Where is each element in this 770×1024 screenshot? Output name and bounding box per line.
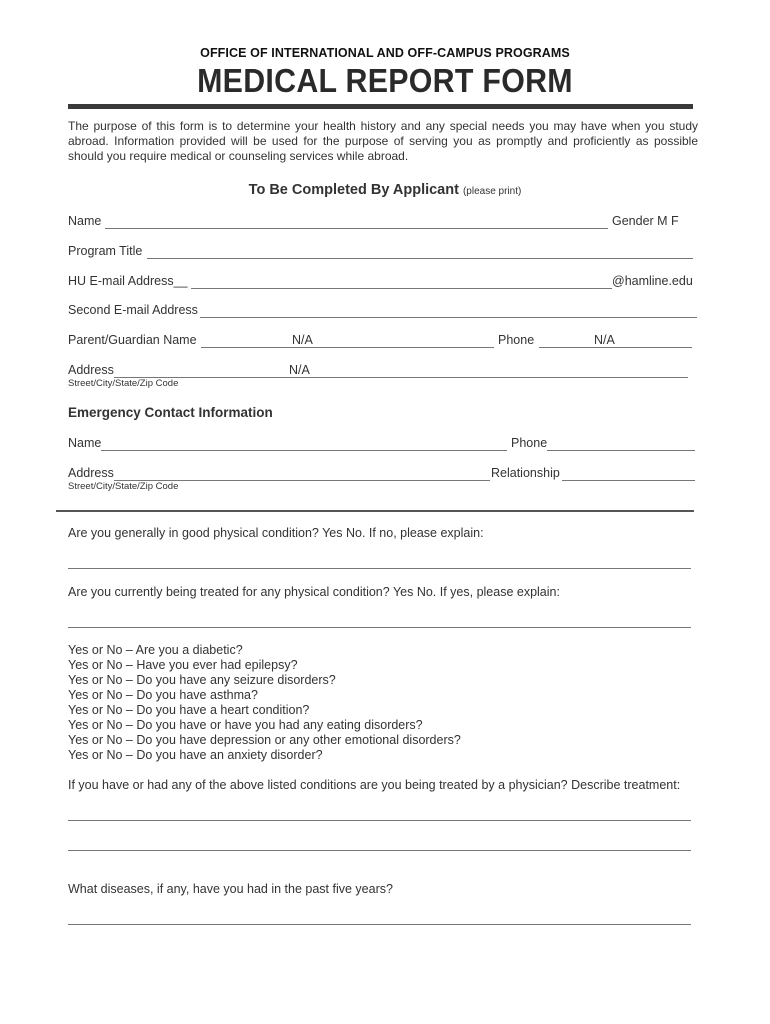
applicant-section-heading xyxy=(0,182,770,198)
office-heading: OFFICE OF INTERNATIONAL AND OFF-CAMPUS PROGRAMS xyxy=(200,46,570,60)
address-label: Address xyxy=(68,363,114,377)
emergency-address-sublabel: Street/City/State/Zip Code xyxy=(68,481,179,492)
treatment-description-field-1[interactable] xyxy=(68,820,691,821)
form-title: MEDICAL REPORT FORM xyxy=(197,62,573,99)
applicant-heading-text: To Be Completed By Applicant xyxy=(248,182,459,198)
condition-item: Yes or No – Do you have or have you had any eating disorders? xyxy=(68,718,423,732)
emergency-contact-heading: Emergency Contact Information xyxy=(68,405,273,420)
address-value: N/A xyxy=(289,363,310,377)
condition-item: Yes or No – Do you have a heart condition? xyxy=(68,703,310,717)
parent-phone-field[interactable] xyxy=(539,347,692,348)
condition-item: Yes or No – Do you have any seizure disorders? xyxy=(68,673,336,687)
emergency-phone-label: Phone xyxy=(511,436,548,450)
second-email-label: Second E-mail Address xyxy=(68,303,198,317)
condition-item: Yes or No – Do you have asthma? xyxy=(68,688,258,702)
question-physician-treatment: If you have or had any of the above listed conditions are you being treated by a physician? Describe treatment: xyxy=(68,778,681,792)
gender-label[interactable]: Gender M F xyxy=(612,214,679,228)
email-domain-suffix: @hamline.edu xyxy=(612,274,693,288)
name-field[interactable] xyxy=(105,228,608,229)
second-email-field[interactable] xyxy=(200,317,697,318)
name-label: Name xyxy=(68,214,102,228)
hu-email-label: HU E-mail Address__ xyxy=(68,274,188,288)
conditions-list xyxy=(68,643,461,763)
purpose-paragraph: The purpose of this form is to determine your health history and any special needs you may have when you study abroad. Information provided will be used for the purpose of serving you as promptly and proficiently as possible should you require medical or counseling services while abroad. xyxy=(68,119,698,163)
applicant-heading-note: (please print) xyxy=(462,186,522,197)
question-past-diseases: What diseases, if any, have you had in the past five years? xyxy=(68,882,393,896)
treatment-description-field-2[interactable] xyxy=(68,850,691,851)
condition-item: Yes or No – Are you a diabetic? xyxy=(68,643,243,657)
emergency-phone-field[interactable] xyxy=(547,450,695,451)
emergency-relationship-field[interactable] xyxy=(562,480,695,481)
parent-phone-label: Phone xyxy=(498,333,535,347)
current-treatment-explain-field[interactable] xyxy=(68,627,691,628)
address-field[interactable] xyxy=(114,377,688,378)
title-divider xyxy=(68,104,693,109)
emergency-name-label: Name xyxy=(68,436,102,450)
condition-item: Yes or No – Do you have an anxiety disorder? xyxy=(68,748,323,762)
parent-guardian-value: N/A xyxy=(292,333,313,347)
physical-condition-explain-field[interactable] xyxy=(68,568,691,569)
section-divider xyxy=(56,510,694,512)
parent-guardian-label: Parent/Guardian Name xyxy=(68,333,197,347)
condition-item: Yes or No – Do you have depression or any other emotional disorders? xyxy=(68,733,461,747)
past-diseases-field[interactable] xyxy=(68,924,691,925)
parent-phone-value: N/A xyxy=(594,333,615,347)
emergency-address-label: Address xyxy=(68,466,114,480)
emergency-relationship-label: Relationship xyxy=(491,466,560,480)
question-physical-condition: Are you generally in good physical condition? Yes No. If no, please explain: xyxy=(68,526,484,540)
program-title-label: Program Title xyxy=(68,244,143,258)
hu-email-field[interactable] xyxy=(191,288,612,289)
condition-item: Yes or No – Have you ever had epilepsy? xyxy=(68,658,298,672)
program-title-field[interactable] xyxy=(147,258,693,259)
emergency-name-field[interactable] xyxy=(101,450,507,451)
parent-guardian-field[interactable] xyxy=(201,347,494,348)
address-sublabel: Street/City/State/Zip Code xyxy=(68,378,179,389)
question-current-treatment: Are you currently being treated for any physical condition? Yes No. If yes, please explain: xyxy=(68,585,560,599)
